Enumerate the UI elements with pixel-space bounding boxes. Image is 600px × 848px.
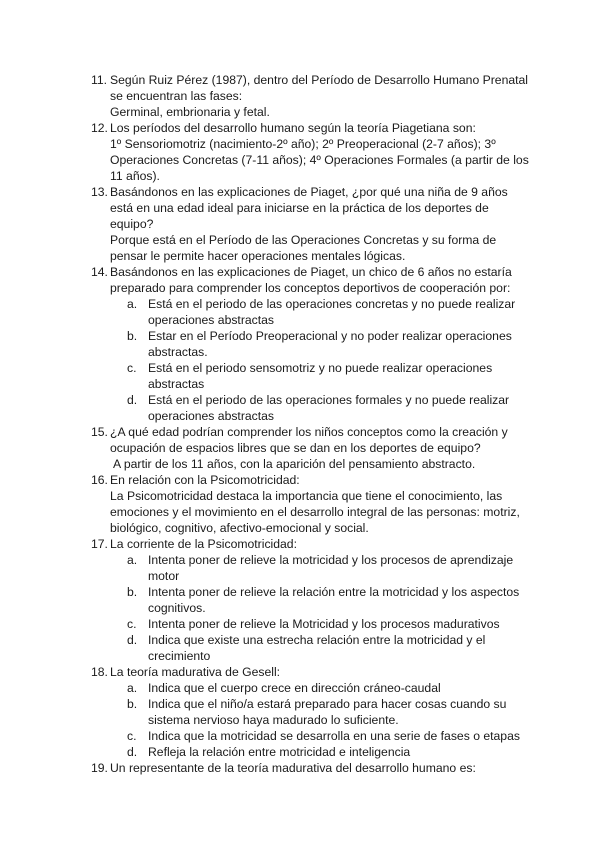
option-text: Está en el periodo de las operaciones concretas y no puede realizar operaciones abstractas: [148, 297, 516, 327]
option-letter: c.: [127, 729, 137, 743]
question-number: 12.: [91, 121, 108, 135]
option-text: Indica que el cuerpo crece en dirección cráneo-caudal: [148, 681, 441, 695]
option-text: Intenta poner de relieve la Motricidad y los procesos madurativos: [148, 617, 500, 631]
option-b: [110, 328, 531, 360]
option-text: Intenta poner de relieve la motricidad y los procesos de aprendizaje motor: [148, 553, 514, 583]
question-text: Según Ruiz Pérez (1987), dentro del Período de Desarrollo Humano Prenatal se encuentran las fases:: [110, 73, 528, 103]
question-text: La teoría madurativa de Gesell:: [110, 665, 281, 679]
option-d: [110, 744, 531, 760]
option-text: Estar en el Período Preoperacional y no poder realizar operaciones abstractas.: [148, 329, 512, 359]
answer-text: La Psicomotricidad destaca la importancia que tiene el conocimiento, las emociones y el movimiento en el desarrollo integral de las personas: motriz, biológico, cognitivo, afectivo-emocional y social.: [110, 489, 520, 535]
question-number: 19.: [91, 761, 108, 775]
option-text: Indica que la motricidad se desarrolla en una serie de fases o etapas: [148, 729, 520, 743]
question-17: [91, 536, 531, 664]
question-18: [91, 664, 531, 760]
question-text: La corriente de la Psicomotricidad:: [110, 537, 297, 551]
option-c: [110, 360, 531, 392]
answer-text: Germinal, embrionaria y fetal.: [110, 105, 270, 119]
option-letter: b.: [127, 329, 138, 343]
question-text: Un representante de la teoría madurativa del desarrollo humano es:: [110, 761, 476, 775]
option-text: Refleja la relación entre motricidad e inteligencia: [148, 745, 411, 759]
question-number: 15.: [91, 425, 108, 439]
question-16: [91, 472, 531, 536]
answer-text: A partir de los 11 años, con la aparición del pensamiento abstracto.: [113, 457, 476, 471]
question-number: 11.: [91, 73, 108, 87]
option-b: [110, 584, 531, 616]
question-15: [91, 424, 531, 472]
option-b: [110, 696, 531, 728]
option-text: Indica que existe una estrecha relación entre la motricidad y el crecimiento: [148, 633, 486, 663]
option-text: Indica que el niño/a estará preparado para hacer cosas cuando su sistema nervioso haya madurado lo suficiente.: [148, 697, 507, 727]
question-text: En relación con la Psicomotricidad:: [110, 473, 300, 487]
option-letter: a.: [127, 297, 138, 311]
option-d: [110, 392, 531, 424]
option-a: [110, 552, 531, 584]
option-text: Está en el periodo de las operaciones formales y no puede realizar operaciones abstractas: [148, 393, 510, 423]
option-letter: c.: [127, 617, 137, 631]
question-number: 13.: [91, 185, 108, 199]
answer-text: Porque está en el Período de las Operaciones Concretas y su forma de pensar le permite hacer operaciones mentales lógicas.: [110, 233, 497, 263]
question-12: [91, 120, 531, 184]
question-text: Los períodos del desarrollo humano según la teoría Piagetiana son:: [110, 121, 476, 135]
question-number: 18.: [91, 665, 108, 679]
question-number: 16.: [91, 473, 108, 487]
option-text: Intenta poner de relieve la relación entre la motricidad y los aspectos cognitivos.: [148, 585, 520, 615]
question-13: [91, 184, 531, 264]
question-number: 14.: [91, 265, 108, 279]
option-letter: c.: [127, 361, 137, 375]
option-letter: d.: [127, 393, 138, 407]
question-14: [91, 264, 531, 424]
question-text: Basándonos en las explicaciones de Piaget, un chico de 6 años no estaría preparado para comprender los conceptos deportivos de cooperación por:: [110, 265, 512, 295]
question-19: [91, 760, 531, 776]
option-letter: b.: [127, 697, 138, 711]
option-letter: a.: [127, 681, 138, 695]
option-a: [110, 296, 531, 328]
question-11: [91, 72, 531, 120]
option-d: [110, 632, 531, 664]
answer-text: 1º Sensoriomotriz (nacimiento-2º año); 2º Preoperacional (2-7 años); 3º Operaciones Concretas (7-11 años); 4º Operaciones Formales (a partir de los 11 años).: [110, 137, 529, 183]
option-c: [110, 616, 531, 632]
option-letter: d.: [127, 633, 138, 647]
option-text: Está en el periodo sensomotriz y no puede realizar operaciones abstractas: [148, 361, 493, 391]
question-text: Basándonos en las explicaciones de Piaget, ¿por qué una niña de 9 años está en una edad ideal para iniciarse en la práctica de los deportes de equipo?: [110, 185, 508, 231]
option-a: [110, 680, 531, 696]
option-c: [110, 728, 531, 744]
option-letter: d.: [127, 745, 138, 759]
option-letter: b.: [127, 585, 138, 599]
question-text: ¿A qué edad podrían comprender los niños conceptos como la creación y ocupación de espacios libres que se dan en los deportes de equipo?: [110, 425, 508, 455]
question-number: 17.: [91, 537, 108, 551]
option-letter: a.: [127, 553, 138, 567]
